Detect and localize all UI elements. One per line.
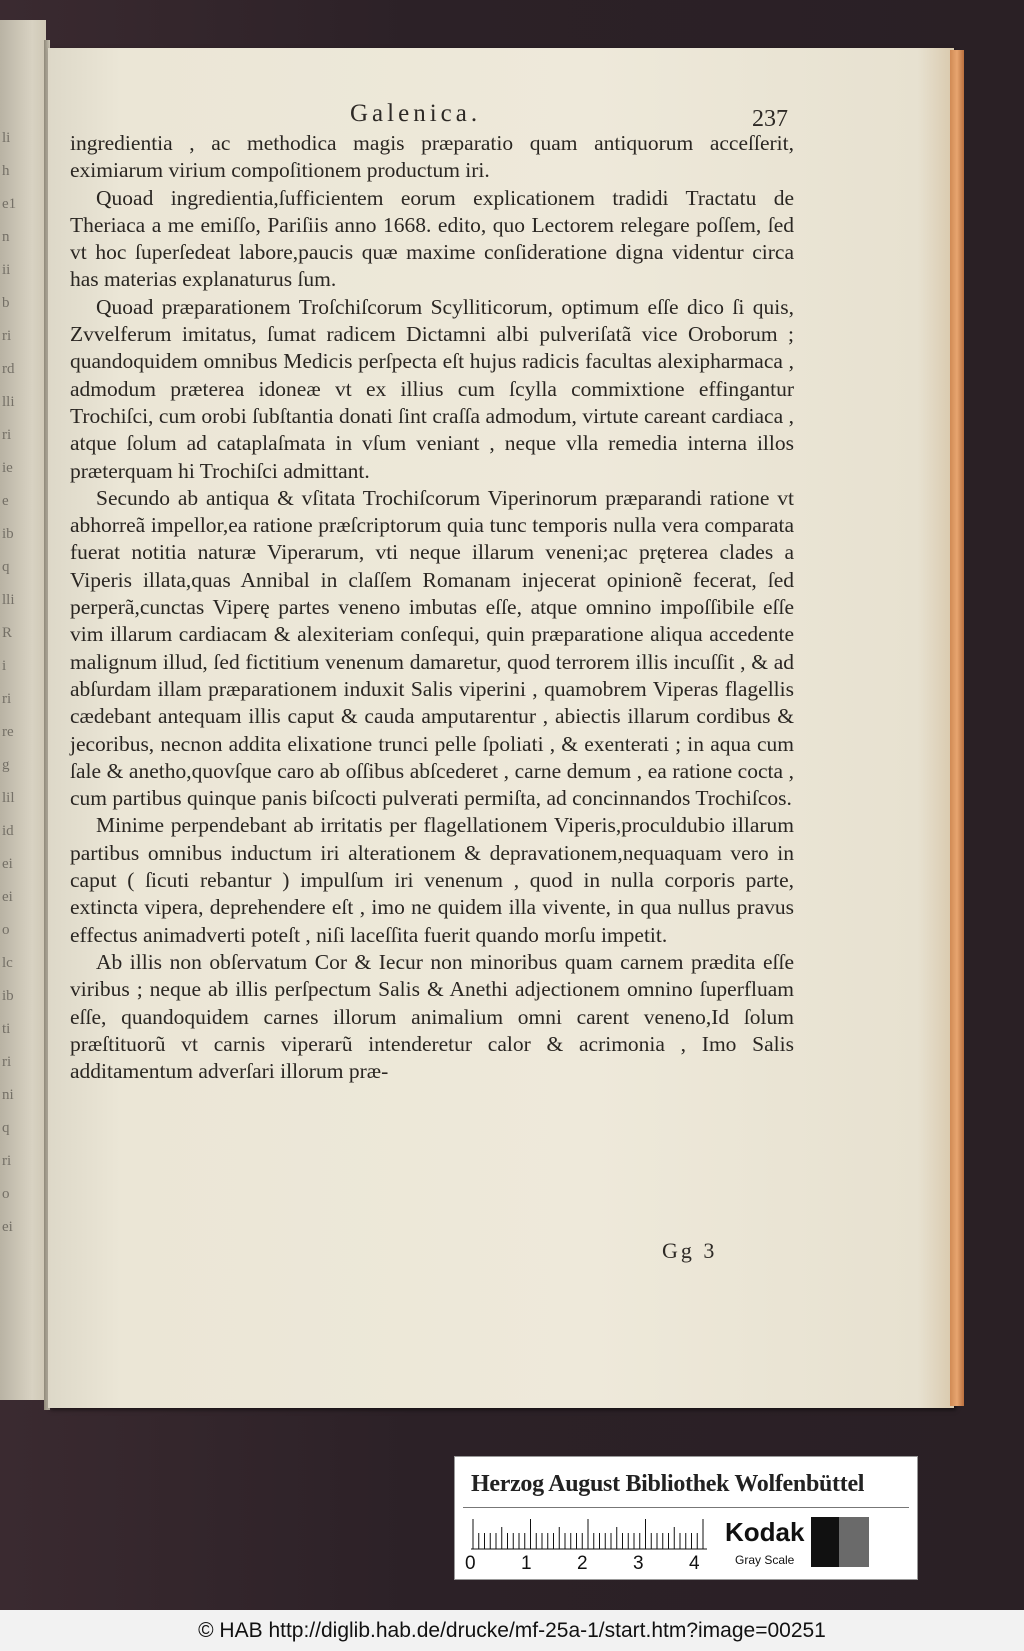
previous-page-fragment: e1 bbox=[2, 196, 17, 212]
previous-page-fragment: li bbox=[2, 130, 11, 146]
previous-page-fragment: ti bbox=[2, 1021, 11, 1037]
label-divider bbox=[463, 1507, 909, 1508]
previous-page-fragment: ni bbox=[2, 1087, 14, 1103]
previous-page-edge bbox=[0, 20, 46, 1400]
previous-page-fragment: q bbox=[2, 559, 10, 575]
previous-page-fragment: re bbox=[2, 724, 14, 740]
scale-ruler-icon bbox=[471, 1515, 707, 1551]
ruler-number: 3 bbox=[633, 1553, 644, 1574]
paragraph: Ab illis non obſervatum Cor & Iecur non minoribus quam carnem prædita eſſe viribus ; neque ab illis perſpectum Salis & Anethi adjectionem omnino ſuperfluam eſſe, quandoquidem carnes illorum animalium omni carent veneno,Id ſolum præſtituorũ vt carnis viperarũ intenderetur calor & acrimonia , Imo Salis additamentum adverſari illorum præ- bbox=[70, 949, 794, 1084]
previous-page-fragment: h bbox=[2, 163, 10, 179]
previous-page-fragment: e bbox=[2, 493, 9, 509]
ruler-number: 1 bbox=[521, 1553, 532, 1574]
signature-mark: Gg 3 bbox=[662, 1238, 718, 1263]
previous-page-fragment: ib bbox=[2, 988, 14, 1004]
paragraph: ingredientia , ac methodica magis præparatio quam antiquorum acceſſerit, eximiarum virium compoſitionem productum iri. bbox=[70, 131, 794, 183]
previous-page-fragment: q bbox=[2, 1120, 10, 1136]
previous-page-fragment: b bbox=[2, 295, 10, 311]
ruler-numbers bbox=[465, 1553, 725, 1575]
previous-page-fragment: ri bbox=[2, 328, 12, 344]
paragraph: Quoad ingredientia,ſufficientem eorum explicationem tradidi Tractatu de Theriaca a me emiſſo, Pariſiis anno 1668. edito, quo Lectorem relegare poſſem, ſed vt hoc ſuperſedeat labore,paucis quæ maxime conſideratione digna videntur circa has materias explanaturus ſum. bbox=[70, 185, 794, 292]
previous-page-fragment: id bbox=[2, 823, 14, 839]
library-label-card bbox=[454, 1456, 918, 1580]
previous-page-fragment: g bbox=[2, 757, 10, 773]
paragraph: Secundo ab antiqua & vſitata Trochiſcorum Viperinorum præparandi ratione vt abhorreã impellor,ea ratione præſcriptorum quia tunc temporis nulla vera comparata fuerat notitia naturæ Viperarum, vti neque illarum veneni;ac pręterea clades a Viperis illata,quas Annibal in claſſem Romanam injecerat opinionẽ fecerat, ſed perperã,cunctas Viperę partes veneno imbutas eſſe, atque omnino impoſſibile eſſe vim illarum cardiacam & alexiteriam conſequi, quin præparatione aliqua accedente malignum illud, ſed fictitium venenum damaretur, quod terrorem illis incuſſit , & ad abſurdam illam præparationem induxit Salis viperini , quamobrem Viperas flagellis cædebant antequam illis caput & cauda amputarentur , abiectis illarum cordibus & jecoribus, necnon addita elixatione trunci pelle ſpoliati , & exenterati ; in aqua cum ſale & anetho,quovſque caro ab oſſibus abſcederet , carne demum , ea ratione cocta , cum partibus quinque panis biſcocti pulverati permiſta, ad concinnandos Trochiſcos. bbox=[70, 485, 794, 811]
ruler-number: 2 bbox=[577, 1553, 588, 1574]
previous-page-fragment: ei bbox=[2, 1219, 13, 1235]
gray-patch-dark bbox=[811, 1517, 839, 1567]
previous-page-fragment: ri bbox=[2, 1054, 12, 1070]
paragraph: Quoad præparationem Troſchiſcorum Scylliticorum, optimum eſſe dico ſi quis, Zvvelferum imitatus, ſumat radicem Dictamni albi pulveriſatã vice Oroborum ; quandoquidem omnibus Medicis perſpecta eſt hujus radicis facultas alexipharmaca , admodum præterea idoneæ vt ex illius cum ſcylla commixtione effingantur Trochiſci, cum orobi ſubſtantia donati ſint craſſa admodum, virtute careant cardiaca , atque ſolum ad cataplaſmata in vſum veniant , neque vlla remedia interna illos præterquam hi Trochiſci admittant. bbox=[70, 294, 794, 483]
previous-page-fragment: rd bbox=[2, 361, 15, 377]
previous-page-fragment: ri bbox=[2, 691, 12, 707]
previous-page-fragment: ib bbox=[2, 526, 14, 542]
library-name: Herzog August Bibliothek Wolfenbüttel bbox=[471, 1471, 865, 1497]
running-head: Galenica. bbox=[350, 100, 482, 127]
gray-patch-mid bbox=[839, 1517, 869, 1567]
page-number: 237 bbox=[752, 106, 788, 132]
kodak-logo: Kodak bbox=[725, 1517, 805, 1547]
page-body-text bbox=[70, 130, 794, 1085]
previous-page-fragment: lil bbox=[2, 790, 15, 806]
previous-page-fragment: ei bbox=[2, 889, 13, 905]
previous-page-fragment: lli bbox=[2, 592, 15, 608]
previous-page-fragment: ii bbox=[2, 262, 11, 278]
gray-scale-caption: Gray Scale bbox=[735, 1553, 795, 1567]
previous-page-fragment: R bbox=[2, 625, 13, 641]
ruler-number: 4 bbox=[689, 1553, 700, 1574]
previous-page-fragment: o bbox=[2, 922, 10, 938]
copyright-url: © HAB http://diglib.hab.de/drucke/mf-25a-1/start.htm?image=00251 bbox=[198, 1619, 826, 1642]
previous-page-fragment: ie bbox=[2, 460, 13, 476]
previous-page-fragment: ei bbox=[2, 856, 13, 872]
paragraph: Minime perpendebant ab irritatis per flagellationem Viperis,proculdubio illarum partibus omnibus inductum iri alterationem & depravationem,nequaquam vero in caput ( ſicuti rebantur ) impulſum iri venenum , quod in nulla corporis parte, extincta vipera, deprehendere eſt , imo ne quidem illa vivente, in qua nullus pravus effectus animadverti poteſt , niſi laceſſita fuerit quando morſu impetit. bbox=[70, 813, 794, 947]
previous-page-fragment: n bbox=[2, 229, 10, 245]
previous-page-fragment: lc bbox=[2, 955, 13, 971]
page-edge-gilt bbox=[950, 50, 964, 1406]
previous-page-fragment: lli bbox=[2, 394, 15, 410]
previous-page-fragment: ri bbox=[2, 427, 12, 443]
ruler-number: 0 bbox=[465, 1553, 476, 1574]
previous-page-fragment: i bbox=[2, 658, 7, 674]
previous-page-fragment: ri bbox=[2, 1153, 12, 1169]
previous-page-fragment: o bbox=[2, 1186, 10, 1202]
